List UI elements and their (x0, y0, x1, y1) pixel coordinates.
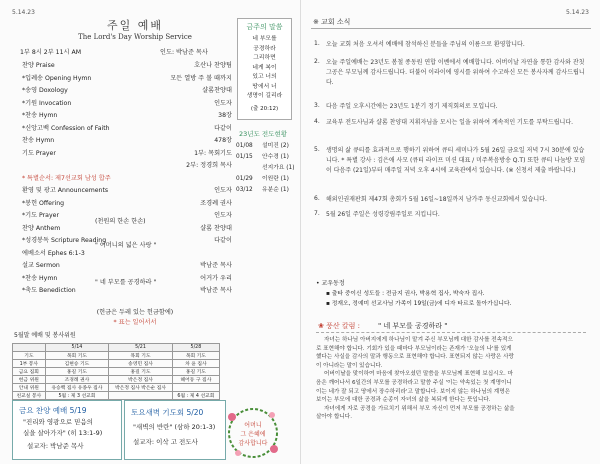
standing-note: * 표는 일어서서 (113, 319, 157, 326)
order-item-right: 478장 (214, 137, 232, 144)
schedule-col-header: 5/21 (109, 344, 173, 352)
news-number: 7. (314, 210, 320, 217)
order-item-label: * 특별순서: 제7선교회 남성 합주 (22, 174, 111, 182)
flower-wreath-icon (218, 405, 288, 461)
verse-line: 네게 복이 (252, 64, 277, 71)
table-cell (172, 384, 219, 392)
service-preacher: 인도: 박남준 목사 (160, 49, 208, 56)
order-item-label: *찬송 Hymn (22, 274, 58, 282)
edu-heading: • 교우동정 (316, 280, 345, 287)
order-item-right: 호산나 찬양팀 (194, 62, 232, 69)
table-cell: 김현승 기도 (45, 360, 109, 368)
table-cell: 송영민 집사 (109, 360, 173, 368)
news-number: 4. (314, 118, 320, 125)
table-cell: 박은정 집사 박은순 집사 (109, 384, 173, 392)
wreath-line-1: 어머니 (244, 422, 262, 429)
edu-line-1: ▪ 출타 중이신 성도들 : 전금지 권사, 박용혁 집사, 박숙자 집사. (326, 291, 485, 297)
wreath-line-3: 감사합니다 (238, 440, 268, 447)
friday-line2: 실을 살아가자" (히 13:1-9) (23, 429, 103, 437)
schedule-col-header: 5/14 (45, 344, 109, 352)
column-paragraph: 자녀에게 자로 공경을 가르치기 위해서 부모 자신이 먼저 부모를 공경하는 삶을 살아야 합니다. (316, 405, 515, 421)
date-right: 5.14.23 (566, 9, 589, 16)
saturday-prayer-box (124, 400, 226, 460)
order-item-label: 찬송 Hymn (22, 137, 55, 144)
news-number: 3. (314, 102, 320, 109)
news-number: 2. (314, 58, 320, 65)
order-item-label: 에베소서 Ephes 6:1-3 (22, 249, 85, 257)
evangelism-name: 안수경 (1) (262, 154, 289, 160)
table-row (13, 352, 220, 360)
table-cell: 목회 기도 (172, 352, 219, 360)
evangelism-date: 01/29 (236, 176, 253, 182)
order-item-label: *기도 Prayer (22, 212, 59, 219)
table-row (13, 384, 220, 392)
order-item-label: *송영 Doxology (22, 87, 68, 94)
table-cell: 유승백 집사 유종우 집사 (45, 384, 109, 392)
news-item: 5월 26일 주일은 성령강림주일로 지킵니다. (326, 211, 440, 218)
wreath-line-2: 그 은혜에 (240, 431, 266, 438)
news-item: 생명의 삶 큐티를 효과적으로 행하기 위하여 큐티 세미나가 5월 26일 금요일 저녁 7시 30분에 있습니다. * 특별 강사 : 김은애 사모 (큐티 라이프 미션 대표 / 미주복음방송 Q.T) 또한 큐티 나눔방 모임이 다음주 (21일)부터 매주일 저녁 오후 4시에 교육관에서 있습니다. (※ 신청서 제출 바랍니다.) (326, 147, 586, 174)
table-cell: 1부 봉사 (13, 360, 46, 368)
table-cell: 목회 기도 (45, 352, 109, 360)
service-time: 1부 8시 2부 11시 AM (20, 49, 82, 56)
table-cell: 조경례 권사 (45, 376, 109, 384)
schedule-heading: 5월말 예배 및 봉사위원 (14, 332, 76, 339)
order-item-label: *신앙고백 Confession of Faith (22, 124, 110, 132)
order-item-right: 샬롬찬양대 (202, 87, 232, 94)
table-cell: 6월 : 제 4 선교회 (172, 392, 219, 400)
service-title: 주일 예배 (106, 19, 163, 32)
order-item-label: *입례송 Opening Hymn (22, 74, 92, 82)
order-item-right: 모든 열방 주 볼 때까지 (170, 74, 232, 82)
order-item-label: *봉헌 Offering (22, 199, 65, 207)
table-cell: 차 윤 집사 (172, 360, 219, 368)
verse-line: 그리하면 (253, 55, 276, 61)
verse-line: 있고 너의 (252, 74, 277, 80)
friday-line1: "진리와 영광으로 믿음의 (23, 418, 93, 426)
verse-heading: 금주의 말씀 (246, 23, 283, 31)
order-item-right: 인도자 (214, 99, 232, 107)
verse-ref: (출 20:12) (250, 106, 279, 112)
verse-line: 공경하라 (253, 45, 276, 52)
weekly-verse-box (237, 18, 292, 120)
evangelism-name: 선지가요 (1) (262, 165, 295, 171)
table-cell (109, 392, 173, 400)
order-item-label: *기원 Invocation (22, 99, 72, 107)
table-cell: 박은정 집사 (109, 376, 173, 384)
table-cell: 5월 : 제 3 선교회 (45, 392, 109, 400)
news-item: 해외인권재판회 제47회 총회가 5월 16일~18일까지 남가주 동신교회에서 있습니다. (326, 196, 547, 203)
column-divider (316, 332, 586, 333)
order-item-right: 박남준 목사 (200, 262, 232, 269)
saturday-title: 토요새벽 기도회 5/20 (131, 408, 204, 417)
table-row (13, 360, 220, 368)
evangelism-date: 03/12 (236, 187, 253, 193)
column-paragraph: 자녀는 하나님 아버지에게 하나님이 맡겨 주신 부모님께 대한 감사를 전속적으로 표현해야 합니다. 기회가 있을 때마다 부모님이라는 존재가 '오늘의 나'를 있게 했다는 사실을 감사의 말과 행동으로 표현해야 합니다. 표현되지 않는 사랑은 사랑이 아니라는 말이 있습니다. (316, 337, 514, 369)
table-cell: 금요 집회 (13, 368, 46, 376)
table-row (13, 368, 220, 376)
order-item-label: 찬양 Praise (22, 62, 55, 69)
column-paragraph: 어버이날을 맞이하여 마음에 찾아오셨던 말씀을 부모님께 표현해 보십시오. 마음은 깨어나서 6일간의 부모를 공경하라고 말씀 주실 '이는 약속있는 첫 계명이니 이는 네가 잘 되고 땅에서 장수하리라'고 말합니다. 보이지 않는 하나님의 계명은 보이는 부모에 대한 공경과 순종이 자녀의 삶을 복되게 한다는 뜻입니다. (316, 371, 513, 404)
column-body (316, 336, 588, 422)
order-item-right: 다같이 (214, 237, 232, 244)
order-item-right: 박남준 목사 (200, 287, 232, 294)
evangelism-name: 이원란 (1) (262, 176, 289, 182)
table-row (13, 392, 220, 400)
order-item-label: *성경봉독 Scripture Reading (22, 237, 107, 244)
order-item-label: 기도 Prayer (22, 149, 56, 157)
evangelism-date: 01/08 (236, 143, 253, 149)
sermon-note: " 네 부모를 공경하라 " (95, 279, 157, 286)
table-cell: 홍길 기도 (45, 368, 109, 376)
saturday-speaker: 설교자: 이삭 고 전도사 (133, 438, 198, 446)
news-item: 교육부 전도사님과 샬롬 찬양대 지휘자님을 모시는 일을 위하여 계속적인 기도를 부탁드립니다. (326, 119, 574, 126)
order-item-label: 환영 및 광고 Announcements (22, 187, 109, 194)
news-number: 5. (314, 146, 320, 153)
order-item-label: 찬양 Anthem (22, 224, 61, 232)
evangelism-date: 01/15 (236, 154, 253, 160)
news-number: 6. (314, 195, 320, 202)
order-item-right: 38장 (218, 112, 232, 119)
schedule-col-header: 5/28 (172, 344, 219, 352)
closing-note: (헌금은 두레 있는 헌금함에) (96, 309, 174, 316)
verse-line: 땅에서 너 (252, 83, 277, 90)
table-cell: 목회 기도 (109, 352, 173, 360)
news-item: 다음 주일 오후시간에는 23년도 1분기 정기 제직회의로 모입니다. (326, 103, 498, 110)
order-item-right: 1부: 목회기도 (194, 149, 232, 157)
edu-line-2: ▪ 정재오, 정예미 선교사님 가족이 19일(금)에 디자 타르로 돌아가십니다. (326, 301, 512, 307)
news-item: 오늘 주일예배는 23년도 봄철 종동원 연합 이벤에서 예배합니다. 어버이날 자연을 통한 감사와 잔칫 그공은 부모님께 감사드립니다. 더불어 이라이에 영시를 위하여 수고하신 모든 봉사자께 감사드립니다. (326, 59, 585, 86)
friday-title: 금요 찬양 예배 5/19 (19, 406, 87, 415)
news-item: 오늘 교회 처음 오셔서 예배에 참석하신 분들을 주님의 이름으로 환영합니다. (326, 41, 525, 48)
date-left: 5.14.23 (12, 9, 35, 16)
service-subtitle: The Lord's Day Worship Service (78, 33, 192, 41)
news-heading: ※ 교회 소식 (313, 18, 351, 26)
order-item-right: 2부: 정경희 목사 (186, 162, 232, 169)
table-cell: 안내 위원 (13, 384, 46, 392)
evangelism-name: 설미진 (2) (262, 143, 289, 149)
evangelism-name: 유분순 (1) (262, 187, 289, 193)
anthem-note: " 어머니의 넓은 사랑 " (95, 242, 157, 249)
table-cell: 헌금 위원 (13, 376, 46, 384)
table-cell: 홍길 기도 (109, 368, 173, 376)
order-item-right: 어거가 우리 (200, 274, 232, 282)
table-cell: 홍길 기도 (172, 368, 219, 376)
schedule-col-header (13, 344, 46, 352)
order-item-right: 인도자 (214, 212, 232, 219)
friday-service-box (12, 400, 122, 460)
news-number: 1. (314, 40, 320, 47)
order-item-right: 샬롬 찬양대 (200, 224, 232, 232)
table-cell: 기도 (13, 352, 46, 360)
evangelism-heading: 23년도 전도현황 (238, 130, 287, 138)
order-item-label: *축도 Benediction (22, 287, 76, 294)
order-item-right: 다같이 (214, 124, 232, 132)
column-subtitle: " 네 부모를 공경하라 " (378, 322, 448, 330)
order-item-right: 인도자 (214, 187, 232, 194)
order-item-right: 조경례 권사 (200, 199, 232, 207)
verse-line: 생명이 길리라 (246, 93, 283, 99)
column-heading: ❀ 풍산 칼럼 : (318, 322, 360, 330)
schedule-table (12, 343, 220, 400)
table-cell: 헤어동 구 집사 (172, 376, 219, 384)
table-cell: 친교실 봉사 (13, 392, 46, 400)
order-item-label: 설교 Sermon (22, 262, 60, 269)
table-row (13, 376, 220, 384)
news-divider (311, 28, 591, 29)
saturday-line1: "새벽의 반란" (삼하 20:1-3) (133, 423, 216, 431)
friday-speaker: 설교자: 박남준 목사 (27, 442, 84, 450)
order-item-label: *찬송 Hymn (22, 112, 58, 119)
offering-note: (천원의 한손 한손) (95, 218, 146, 225)
verse-line: 네 부모를 (252, 36, 277, 42)
